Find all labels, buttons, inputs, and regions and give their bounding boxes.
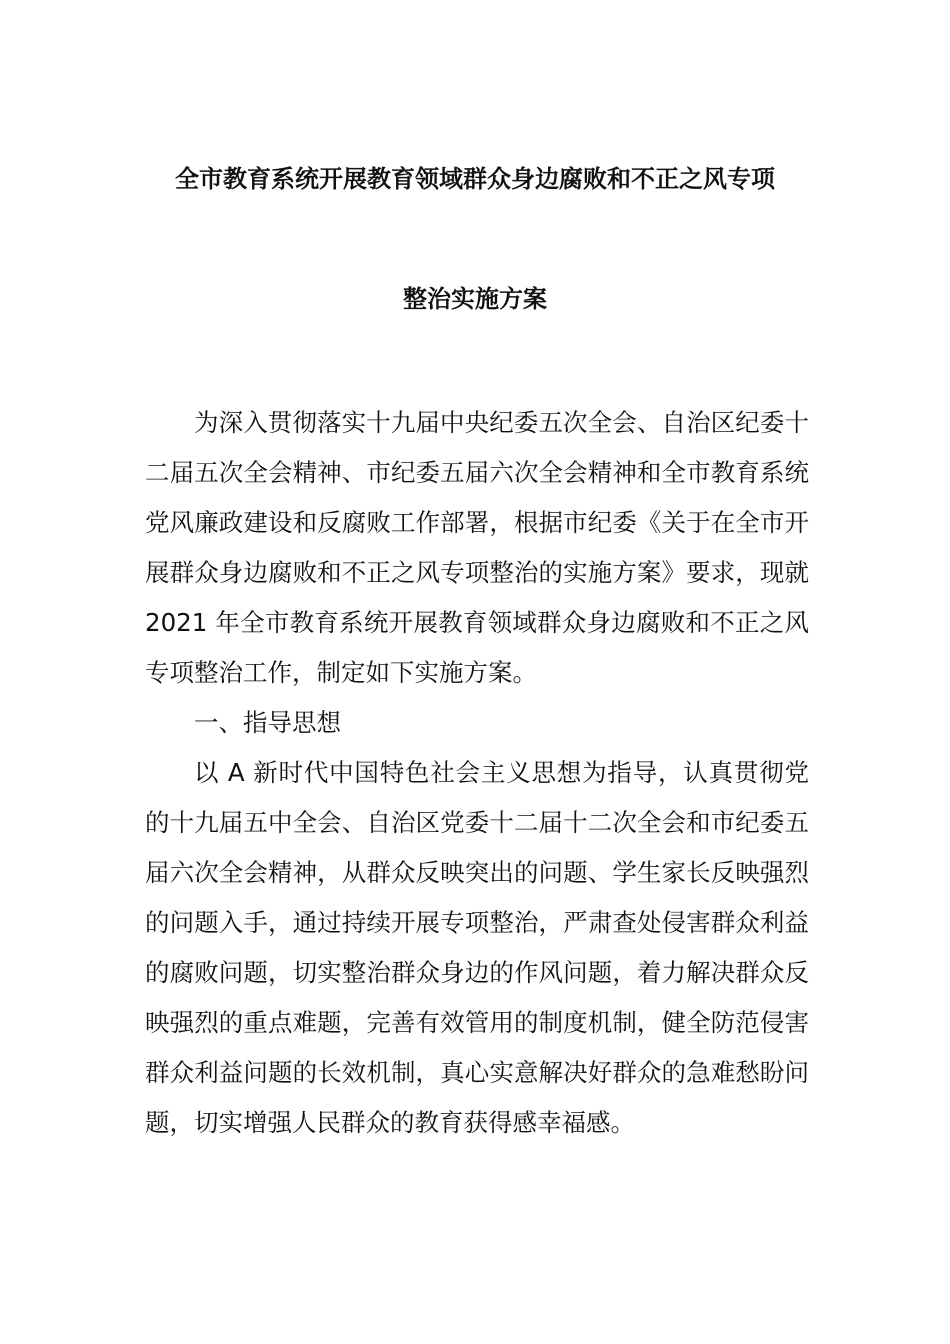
guiding-thought-paragraph: 以 A 新时代中国特色社会主义思想为指导，认真贯彻党的十九届五中全会、自治区党委十二届十二次全会和市纪委五届六次全会精神，从群众反映突出的问题、学生家长反映强烈的问题入手，通过持续开展专项整治，严肃查处侵害群众利益的腐败问题，切实整治群众身边的作风问题，着力解决群众反映强烈的重点难题，完善有效管用的制度机制，健全防范侵害群众利益问题的长效机制，真心实意解决好群众的急难愁盼问题，切实增强人民群众的教育获得感幸福感。 <box>145 758 809 1137</box>
document-title-line-2: 整治实施方案 <box>403 285 547 313</box>
document-body <box>145 398 809 1148</box>
section-heading-guiding-thought: 一、指导思想 <box>194 708 341 737</box>
intro-paragraph: 为深入贯彻落实十九届中央纪委五次全会、自治区纪委十二届五次全会精神、市纪委五届六次全会精神和全市教育系统党风廉政建设和反腐败工作部署，根据市纪委《关于在全市开展群众身边腐败和不正之风专项整治的实施方案》要求，现就 2021 年全市教育系统开展教育领域群众身边腐败和不正之风专项整治工作，制定如下实施方案。 <box>145 408 809 687</box>
document-title-line-1: 全市教育系统开展教育领域群众身边腐败和不正之风专项 <box>175 165 775 193</box>
